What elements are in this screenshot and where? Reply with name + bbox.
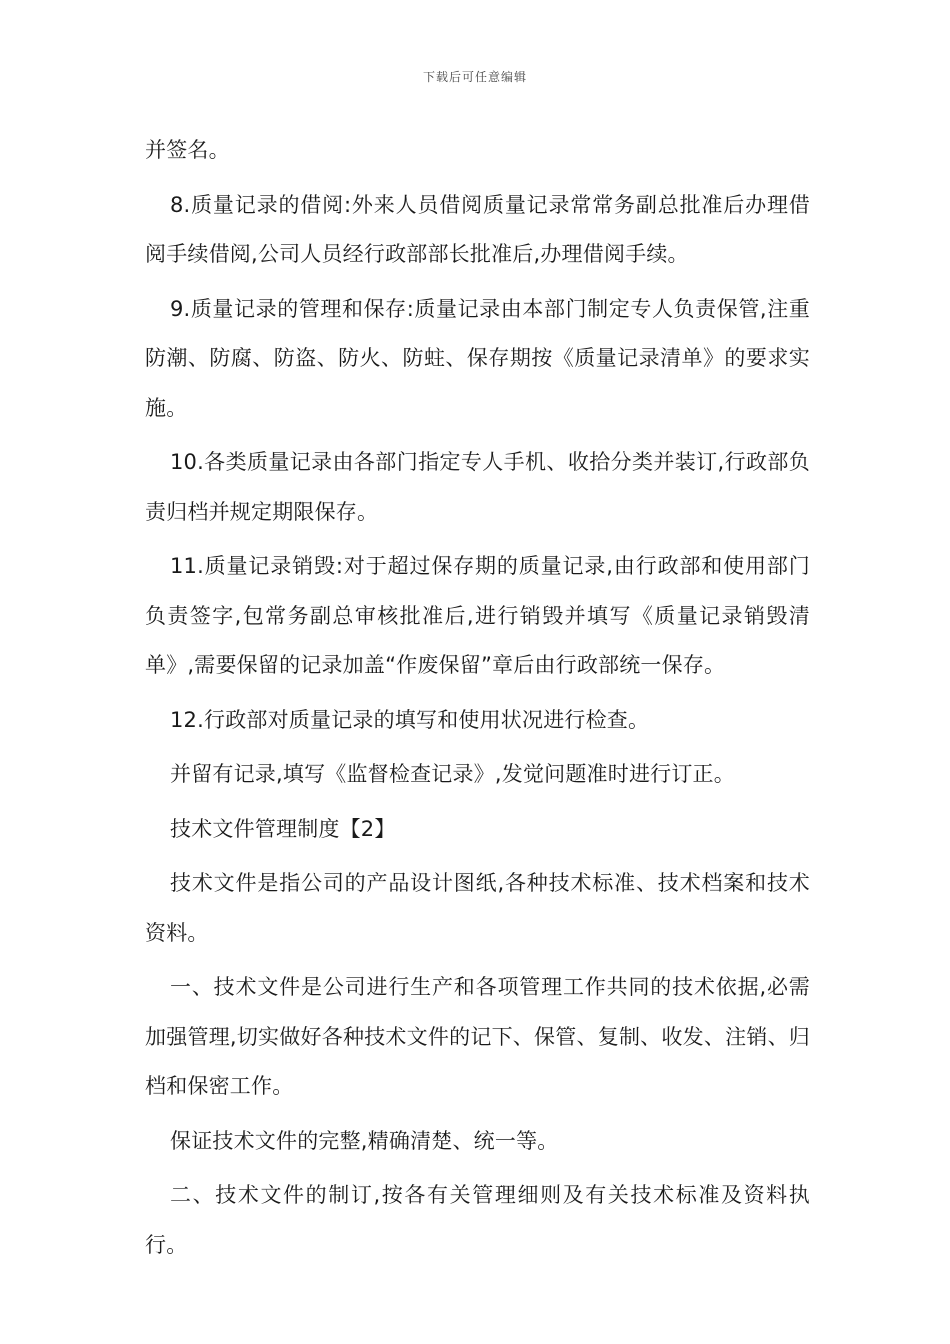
paragraph: 12.行政部对质量记录的填写和使用状况进行检查。 (170, 707, 650, 732)
paragraph: 二、技术文件的制订,按各有关管理细则及有关技术标准及资料执行。 (145, 1183, 810, 1257)
paragraph: 并留有记录,填写《监督检查记录》,发觉问题准时进行订正。 (170, 762, 735, 786)
header-note: 下载后可任意编辑 (422, 70, 527, 84)
paragraph: 11.质量记录销毁:对于超过保存期的质量记录,由行政部和使用部门负责签字,包常务副总审核批准后,进行销毁并填写《质量记录销毁清单》,需要保留的记录加盖“作废保留”章后由行政部统一保存。 (145, 554, 810, 677)
paragraph: 并签名。 (145, 138, 230, 162)
paragraph: 9.质量记录的管理和保存:质量记录由本部门制定专人负责保管,注重防潮、防腐、防盗、防火、防蛀、保存期按《质量记录清单》的要求实施。 (145, 296, 810, 420)
section-heading: 技术文件管理制度【2】 (170, 816, 396, 841)
paragraph: 10.各类质量记录由各部门指定专人手机、收拾分类并装订,行政部负责归档并规定期限保存。 (145, 450, 810, 524)
paragraph: 8.质量记录的借阅:外来人员借阅质量记录常常务副总批准后办理借阅手续借阅,公司人员经行政部部长批准后,办理借阅手续。 (145, 192, 810, 266)
paragraph: 保证技术文件的完整,精确清楚、统一等。 (170, 1128, 559, 1153)
paragraph: 一、技术文件是公司进行生产和各项管理工作共同的技术依据,必需加强管理,切实做好各种技术文件的记下、保管、复制、收发、注销、归档和保密工作。 (145, 975, 810, 1098)
document-body (145, 126, 810, 1275)
paragraph: 技术文件是指公司的产品设计图纸,各种技术标准、技术档案和技术资料。 (145, 871, 810, 945)
